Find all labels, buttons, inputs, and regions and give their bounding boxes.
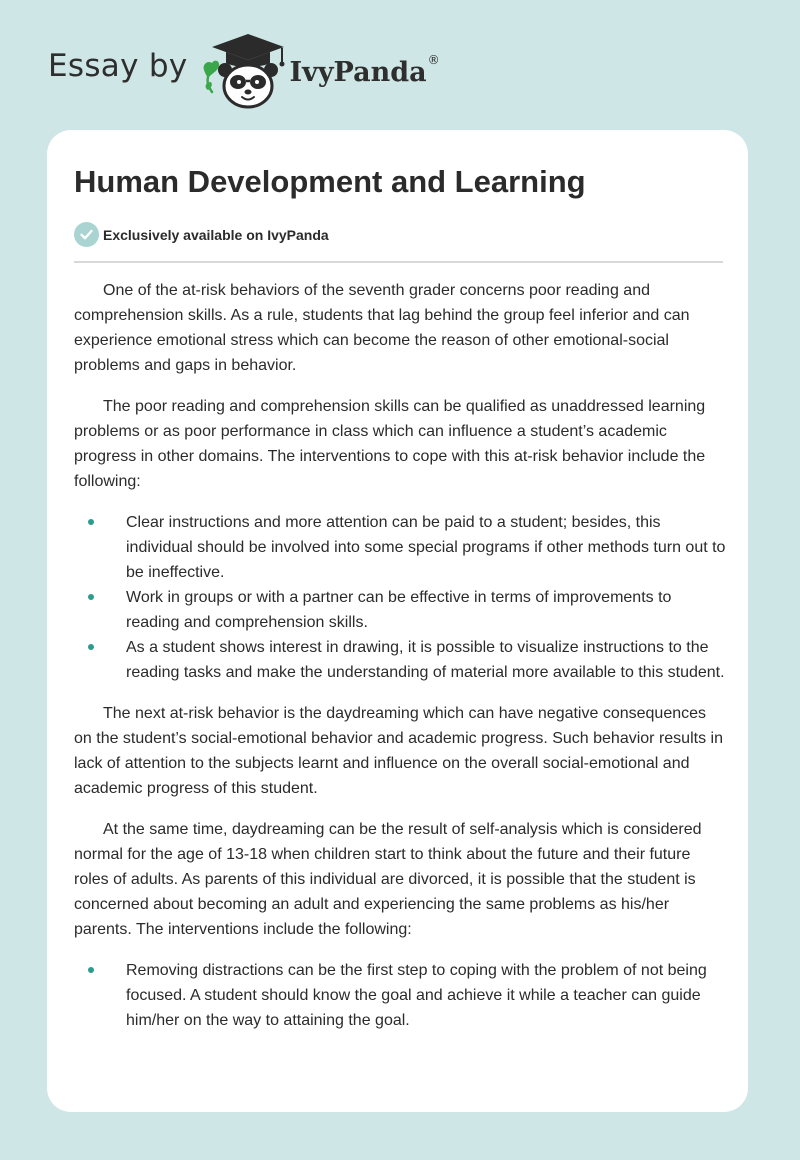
interventions-list (74, 510, 726, 685)
title-divider (74, 261, 723, 263)
essay-card (47, 130, 748, 1112)
paragraph: At the same time, daydreaming can be the result of self-analysis which is considered normal for the age of 13-18 when children start to think about the future and their future roles of adults. As parents of this individual are divorced, it is possible that the student is concerned about becoming an adult and experiencing the same problems as his/her parents. The interventions include the following: (74, 821, 702, 938)
list-item (74, 510, 726, 585)
essay-body (74, 278, 726, 1049)
panda-logo-icon (202, 30, 286, 110)
list-item-text: Removing distractions can be the first step to coping with the problem of not being focused. A student should know the goal and achieve it while a teacher can guide him/her on the way to attaining the goal. (126, 962, 707, 1029)
list-item-text: As a student shows interest in drawing, it is possible to visualize instructions to the reading tasks and make the understanding of material more available to this student. (126, 639, 725, 681)
bullet-dot-icon (88, 594, 94, 600)
ivy-leaf-icon (203, 61, 219, 92)
bullet-dot-icon (88, 644, 94, 650)
essay-by-label: Essay by (48, 48, 188, 84)
check-circle-icon (74, 222, 99, 247)
list-item (74, 635, 726, 685)
list-item-text: Clear instructions and more attention can be paid to a student; besides, this individual should be involved into some special programs if other methods turn out to be ineffective. (126, 514, 726, 581)
essay-title: Human Development and Learning (74, 164, 586, 199)
paragraph: The next at-risk behavior is the daydreaming which can have negative consequences on the student’s social-emotional behavior and academic progress. Such behavior results in lack of attention to the subjects learnt and influence on the overall social-emotional and academic progress of this student. (74, 705, 723, 797)
exclusive-badge (74, 222, 329, 247)
bullet-dot-icon (88, 519, 94, 525)
paragraph: One of the at-risk behaviors of the seventh grader concerns poor reading and comprehension skills. As a rule, students that lag behind the group feel inferior and can experience emotional stress which can become the reason of other emotional-social problems and gaps in behavior. (74, 282, 690, 374)
exclusive-badge-label: Exclusively available on IvyPanda (103, 226, 329, 243)
list-item-text: Work in groups or with a partner can be effective in terms of improvements to reading and comprehension skills. (126, 589, 672, 631)
site-header-brand[interactable] (48, 30, 440, 110)
list-item (74, 958, 726, 1033)
registered-mark: ® (427, 53, 440, 67)
paragraph: The poor reading and comprehension skills can be qualified as unaddressed learning problems or as poor performance in class which can influence a student’s academic progress in other domains. The interventions to cope with this at-risk behavior include the following: (74, 398, 706, 490)
list-item (74, 585, 726, 635)
bullet-dot-icon (88, 967, 94, 973)
interventions-list (74, 958, 726, 1033)
ivypanda-wordmark: IvyPanda (289, 56, 427, 88)
